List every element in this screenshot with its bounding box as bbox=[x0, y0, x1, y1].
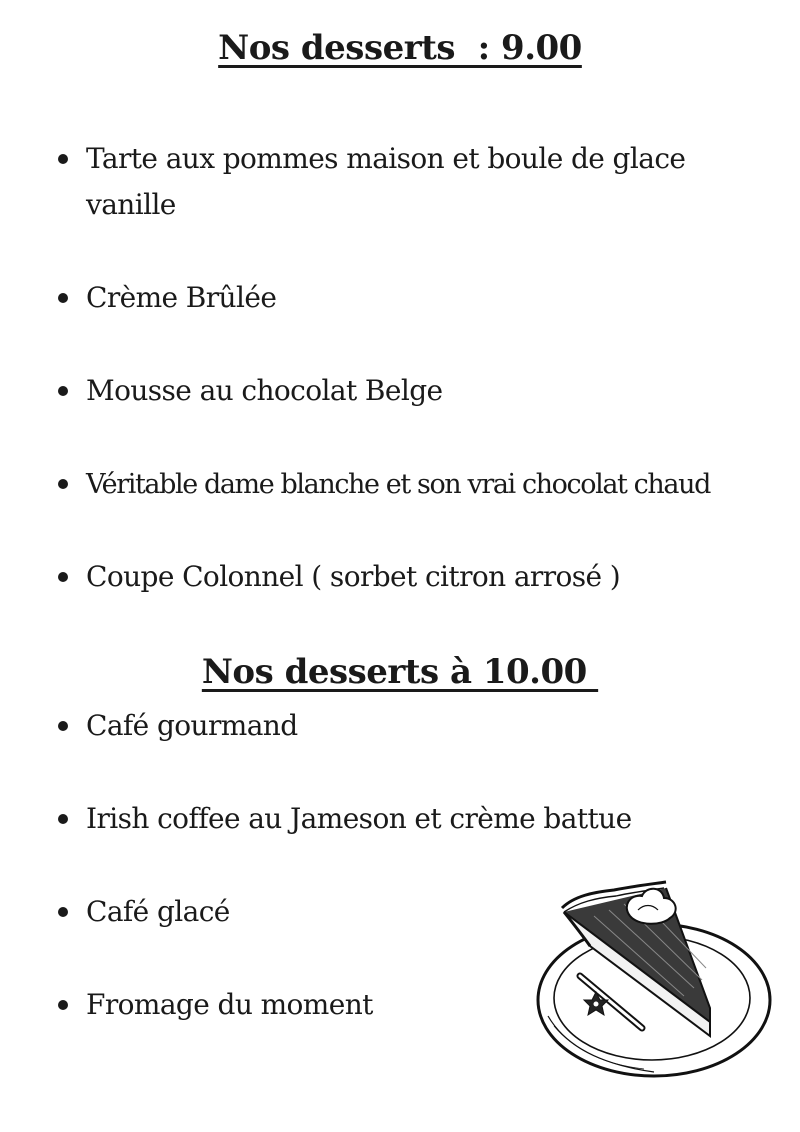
bullet-icon bbox=[58, 721, 68, 731]
dessert-name: Tarte aux pommes maison et boule de glace vanille bbox=[86, 142, 686, 221]
dessert-name: Véritable dame blanche et son vrai chocolat chaud bbox=[86, 469, 710, 500]
dessert-name: Fromage du moment bbox=[86, 988, 373, 1021]
section-title-9: Nos desserts : 9.00 bbox=[218, 28, 582, 68]
list-item bbox=[50, 703, 780, 749]
pie-slice-illustration-icon bbox=[534, 876, 776, 1082]
dessert-name: Crème Brûlée bbox=[86, 281, 277, 314]
bullet-icon bbox=[58, 386, 68, 396]
bullet-icon bbox=[58, 293, 68, 303]
list-item bbox=[50, 368, 780, 414]
dessert-name: Coupe Colonnel ( sorbet citron arrosé ) bbox=[86, 560, 621, 593]
section-title-10: Nos desserts à 10.00 bbox=[201, 652, 599, 692]
list-item bbox=[50, 461, 780, 508]
list-item bbox=[50, 554, 780, 600]
bullet-icon bbox=[58, 572, 68, 582]
bullet-icon bbox=[58, 907, 68, 917]
dessert-name: Café glacé bbox=[86, 895, 230, 928]
bullet-icon bbox=[58, 814, 68, 824]
dessert-name: Mousse au chocolat Belge bbox=[86, 374, 443, 407]
list-item bbox=[50, 136, 780, 228]
dessert-name: Irish coffee au Jameson et crème battue bbox=[86, 802, 632, 835]
bullet-icon bbox=[58, 1000, 68, 1010]
dessert-name: Café gourmand bbox=[86, 709, 298, 742]
bullet-icon bbox=[58, 154, 68, 164]
list-item bbox=[50, 796, 780, 842]
bullet-icon bbox=[58, 479, 68, 489]
list-item bbox=[50, 275, 780, 321]
